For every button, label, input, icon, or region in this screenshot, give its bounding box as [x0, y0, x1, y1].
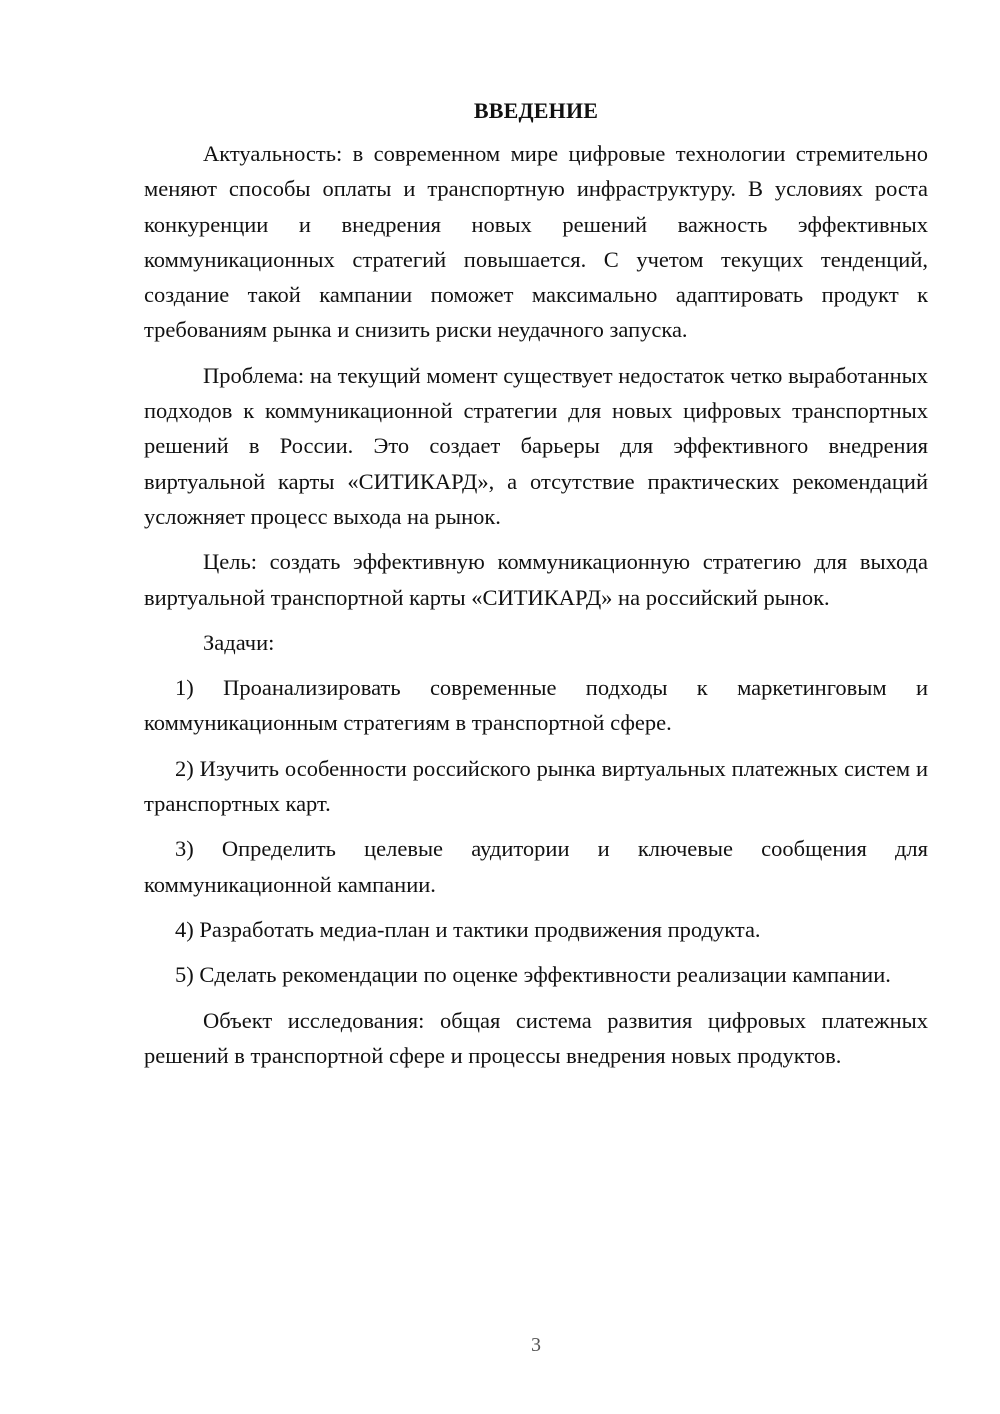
paragraph-goal: Цель: создать эффективную коммуникационную стратегию для выхода виртуальной транспортной карты «СИТИКАРД» на российский рынок.: [144, 549, 928, 610]
paragraph-object: Объект исследования: общая система развития цифровых платежных решений в транспортной сфере и процессы внедрения новых продуктов.: [144, 1007, 928, 1068]
task-item-2: 2) Изучить особенности российского рынка виртуальных платежных систем и транспортных карт.: [144, 755, 928, 817]
page-content: [144, 96, 928, 1083]
paragraph-relevance: Актуальность: в современном мире цифровые технологии стремительно меняют способы оплаты и транспортную инфраструктуру. В условиях роста конкуренции и внедрения новых решений важность эффективных коммуникационных стратегий повышается. С учетом текущих тенденций, создание такой кампании поможет максимально адаптировать продукт к требованиям рынка и снизить риски неудачного запуска.: [144, 141, 928, 343]
tasks-heading: Задачи:: [203, 629, 275, 655]
task-item-3: 3) Определить целевые аудитории и ключевые сообщения для коммуникационной кампании.: [144, 836, 928, 897]
task-item-5: 5) Сделать рекомендации по оценке эффективности реализации кампании.: [175, 962, 891, 988]
task-item-4: 4) Разработать медиа-план и тактики продвижения продукта.: [175, 916, 761, 942]
section-title: ВВЕДЕНИЕ: [473, 98, 599, 123]
task-item-1: 1) Проанализировать современные подходы к маркетинговым и коммуникационным стратегиям в транспортной сфере.: [144, 675, 928, 736]
paragraph-problem: Проблема: на текущий момент существует недостаток четко выработанных подходов к коммуникационной стратегии для новых цифровых транспортных решений в России. Это создает барьеры для эффективного внедрения виртуальной карты «СИТИКАРД», а отсутствие практических рекомендаций усложняет процесс выхода на рынок.: [144, 362, 928, 529]
page-number: 3: [531, 1334, 541, 1356]
